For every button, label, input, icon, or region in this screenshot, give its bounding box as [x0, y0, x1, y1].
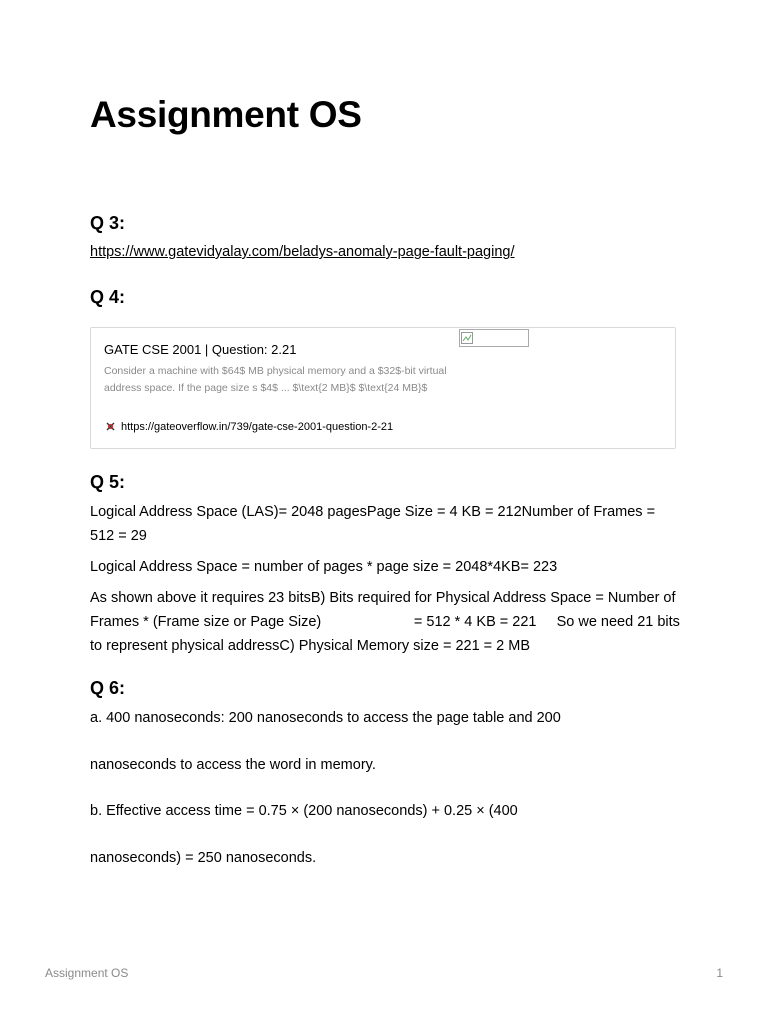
question-6-heading: Q 6:: [90, 678, 126, 698]
card-description: Consider a machine with $64$ MB physical memory and a $32$-bit virtual address space. If the page size s $4$ ... $\text{2 MB}$ $\text{24 MB}$: [104, 365, 447, 394]
question-3-heading: Q 3:: [90, 213, 126, 233]
card-thumbnail: [459, 329, 529, 347]
q6-line: b. Effective access time = 0.75 × (200 nanoseconds) + 0.25 × (400: [90, 803, 518, 819]
q5-paragraph: As shown above it requires 23 bitsB) Bits required for Physical Address Space = Number of Frames * (Frame size or Page Size) = 512 * 4 KB = 221 So we need 21 bits to represent physical addressC) Physical Memory size = 221 = 2 MB: [90, 590, 684, 654]
q6-line: nanoseconds) = 250 nanoseconds.: [90, 850, 317, 866]
card-title: GATE CSE 2001 | Question: 2.21: [104, 342, 297, 357]
question-5-heading: Q 5:: [90, 472, 126, 492]
q3-link[interactable]: https://www.gatevidyalay.com/beladys-anomaly-page-fault-paging/: [90, 244, 515, 260]
broken-image-icon: [461, 332, 473, 344]
q5-paragraph: Logical Address Space (LAS)= 2048 pagesPage Size = 4 KB = 212Number of Frames = 512 = 29: [90, 504, 656, 544]
question-4-heading: Q 4:: [90, 287, 126, 307]
q6-line: nanoseconds to access the word in memory.: [90, 757, 376, 773]
q5-paragraph: Logical Address Space = number of pages * page size = 2048*4KB= 223: [90, 559, 558, 575]
link-preview-card[interactable]: [90, 327, 676, 449]
page-title: Assignment OS: [90, 94, 362, 135]
page-number: 1: [716, 966, 723, 980]
card-url-text: https://gateoverflow.in/739/gate-cse-2001-question-2-21: [121, 420, 394, 433]
gateoverflow-logo-icon: [104, 420, 117, 433]
card-url[interactable]: [104, 420, 393, 433]
q6-line: a. 400 nanoseconds: 200 nanoseconds to access the page table and 200: [90, 710, 561, 726]
footer-title: Assignment OS: [45, 966, 129, 980]
